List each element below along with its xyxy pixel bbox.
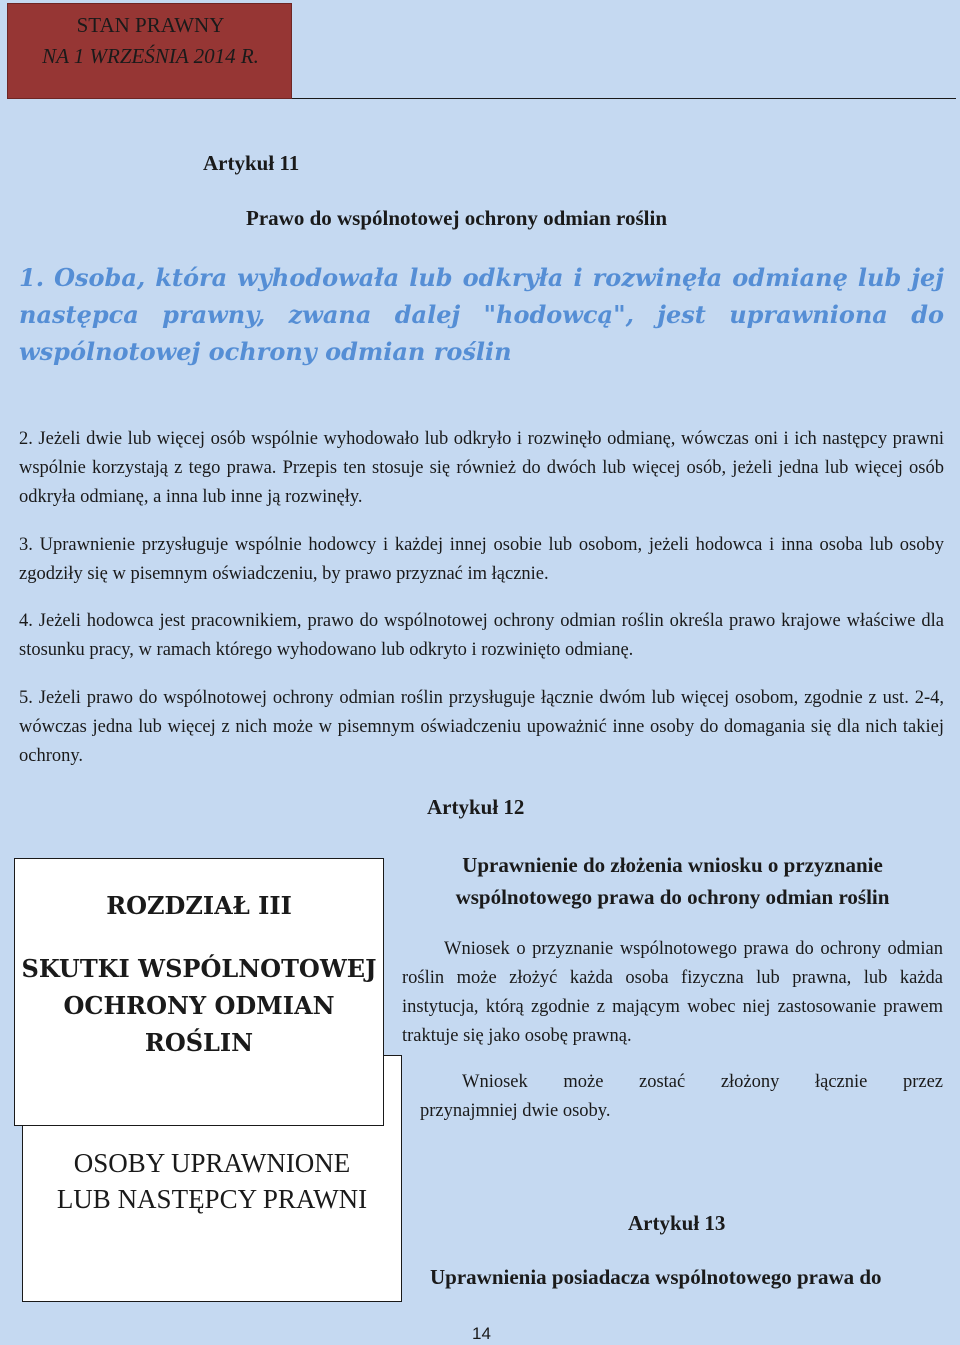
- chapter-title-line-2: OCHRONY ODMIAN: [63, 991, 335, 1020]
- article-12-title: Artykuł 12: [427, 795, 525, 819]
- article-13-title: Artykuł 13: [628, 1211, 726, 1235]
- article-11-paragraph-3: 3. Uprawnienie przysługuje wspólnie hodowcy i każdej innej osobie lub osobom, jeżeli hodowca i inna osoba lub osoby zgodziły się w pisemnym oświadczeniu, by prawo przyznać im łącznie.: [19, 535, 944, 584]
- article-12-heading: [410, 849, 935, 913]
- chapter-number: ROZDZIAŁ III: [106, 891, 292, 920]
- article-13-heading: Uprawnienia posiadacza wspólnotowego prawa do: [430, 1265, 882, 1289]
- legal-status-banner: [7, 3, 292, 99]
- article-12-paragraph-2-line-2: przynajmniej dwie osoby.: [420, 1101, 611, 1121]
- legal-status-label: STAN PRAWNY: [76, 13, 225, 37]
- article-11-title: Artykuł 11: [203, 151, 300, 175]
- article-12-heading-line-1: Uprawnienie do złożenia wniosku o przyznanie: [462, 853, 883, 877]
- article-12-paragraph-2: [420, 1068, 943, 1126]
- header-divider: [292, 98, 956, 99]
- page-number: 14: [472, 1324, 491, 1343]
- article-11-paragraph-2: 2. Jeżeli dwie lub więcej osób wspólnie wyhodowało lub odkryło i rozwinęło odmianę, wówczas oni i ich następcy prawni wspólnie korzystają z tego prawa. Przepis ten stosuje się również do dwóch lub więcej osób, jeżeli jedna lub więcej osób odkryła odmianę, a inna lub inne ją rozwinęły.: [19, 429, 944, 507]
- section-title-line-1: OSOBY UPRAWNIONE: [73, 1148, 351, 1178]
- article-11-paragraph-5: 5. Jeżeli prawo do wspólnotowej ochrony odmian roślin przysługuje łącznie dwóm lub więcej osobom, zgodnie z ust. 2-4, wówczas jedna lub więcej z nich może w pisemnym oświadczeniu upoważnić inne osoby do domagania się dla nich takiej ochrony.: [19, 688, 944, 766]
- article-12-heading-line-2: wspólnotowego prawa do ochrony odmian roślin: [455, 885, 890, 909]
- section-title-line-2: LUB NASTĘPCY PRAWNI: [56, 1184, 368, 1214]
- article-11-paragraph-1: 1. Osoba, która wyhodowała lub odkryła i rozwinęła odmianę lub jej następca prawny, zwana dalej "hodowcą", jest uprawniona do wspólnotowej ochrony odmian roślin: [19, 263, 944, 366]
- legal-status-date: NA 1 WRZEŚNIA 2014 R.: [42, 44, 259, 68]
- section-title: [22, 1145, 402, 1217]
- chapter-title-line-1: SKUTKI WSPÓLNOTOWEJ: [21, 954, 377, 983]
- article-12-paragraph-1: [402, 935, 943, 1051]
- article-11-paragraph-4: 4. Jeżeli hodowca jest pracownikiem, prawo do wspólnotowej ochrony odmian roślin określa prawo krajowe właściwe dla stosunku pracy, w ramach którego wyhodowano lub odkryto i rozwinięto odmianę.: [19, 611, 944, 660]
- article-11-subtitle: Prawo do wspólnotowej ochrony odmian roślin: [246, 206, 668, 230]
- chapter-title: [14, 950, 384, 1061]
- article-12-paragraph-2-line-1: Wniosek może zostać złożony łącznie przez: [462, 1072, 943, 1092]
- chapter-title-line-3: ROŚLIN: [144, 1028, 254, 1057]
- article-12-paragraph-1-text: Wniosek o przyznanie wspólnotowego prawa do ochrony odmian roślin może złożyć każda osoba fizyczna lub prawna, lub każda instytucja, którą zgodnie z mającym wobec niej zastosowanie prawem traktuje się jako osobę prawną.: [402, 939, 943, 1046]
